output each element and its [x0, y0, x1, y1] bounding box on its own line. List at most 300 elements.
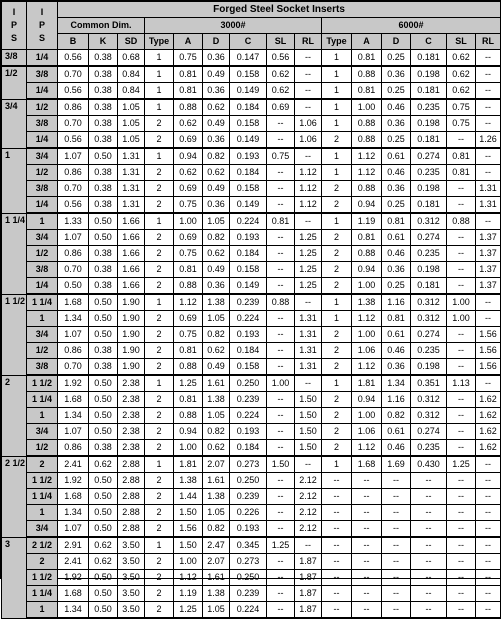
cell-k: 0.38 [89, 246, 118, 262]
cell-c: 0.235 [411, 440, 447, 457]
cell-sd: 1.31 [118, 165, 145, 181]
table-row [2, 278, 501, 295]
cell-rl: 1.37 [476, 230, 501, 246]
group-ips-label: 3 [2, 537, 27, 618]
cell-d: 0.61 [382, 424, 411, 440]
cell-d: 0.49 [203, 116, 230, 132]
cell-k: 0.50 [89, 424, 118, 440]
column-header-row [2, 34, 501, 50]
cell-k: 0.38 [89, 116, 118, 132]
cell-sl: -- [267, 602, 295, 619]
column-header-type-9: Type [322, 34, 352, 50]
cell-d: 0.82 [203, 521, 230, 538]
cell-c: 0.345 [230, 537, 267, 554]
cell-sl: -- [267, 246, 295, 262]
cell-sd: 2.38 [118, 392, 145, 408]
cell-rl: -- [295, 213, 322, 230]
group-ips-label: 3/4 [2, 99, 27, 148]
cell-c: 0.193 [230, 327, 267, 343]
cell-sl: 0.81 [447, 165, 476, 181]
cell-a: 1.25 [174, 602, 203, 619]
table-row [2, 521, 501, 538]
table-row [2, 586, 501, 602]
cell-c: 0.274 [411, 148, 447, 165]
cell-type: 2 [145, 230, 174, 246]
row-ips-label: 1 [27, 505, 58, 521]
cell-type: 2 [322, 132, 352, 149]
cell-d: 0.36 [203, 50, 230, 67]
cell-sl: -- [447, 602, 476, 619]
cell-type: 2 [145, 132, 174, 149]
cell-sl: -- [267, 473, 295, 489]
cell-rl: 1.06 [295, 132, 322, 149]
cell-c: 0.147 [230, 50, 267, 67]
cell-k: 0.50 [89, 586, 118, 602]
cell-sl: -- [447, 473, 476, 489]
cell-rl: 1.87 [295, 586, 322, 602]
table-row [2, 66, 501, 83]
cell-a: 1.12 [352, 148, 382, 165]
cell-k: 0.38 [89, 359, 118, 376]
cell-type: 2 [145, 424, 174, 440]
cell-d: 0.62 [203, 165, 230, 181]
row-ips-label: 1 [27, 408, 58, 424]
cell-type: 1 [145, 375, 174, 392]
cell-a: -- [352, 489, 382, 505]
cell-c: 0.312 [411, 311, 447, 327]
row-ips-label: 3/8 [27, 359, 58, 376]
cell-d: 1.05 [203, 602, 230, 619]
cell-type: 2 [145, 570, 174, 586]
row-ips-label: 3/8 [27, 262, 58, 278]
cell-type: 1 [322, 165, 352, 181]
cell-sd: 2.88 [118, 489, 145, 505]
table-row [2, 197, 501, 214]
row-ips-label: 2 [27, 554, 58, 570]
cell-d: 0.46 [382, 99, 411, 116]
cell-sd: 1.31 [118, 197, 145, 214]
cell-a: 0.69 [174, 181, 203, 197]
cell-type: 2 [145, 165, 174, 181]
cell-rl: 1.62 [476, 408, 501, 424]
cell-type: 1 [322, 213, 352, 230]
cell-type: 2 [322, 181, 352, 197]
cell-a: 1.06 [352, 343, 382, 359]
cell-b: 0.70 [58, 181, 89, 197]
cell-rl: -- [476, 165, 501, 181]
cell-sd: 2.88 [118, 505, 145, 521]
table-row [2, 116, 501, 132]
cell-sl: -- [447, 521, 476, 538]
cell-d: 1.61 [203, 570, 230, 586]
cell-rl: 1.56 [476, 359, 501, 376]
cell-a: 0.94 [174, 148, 203, 165]
cell-rl: -- [476, 554, 501, 570]
cell-sl: -- [447, 554, 476, 570]
cell-rl: 1.31 [295, 359, 322, 376]
cell-rl: -- [476, 456, 501, 473]
cell-a: 1.19 [174, 586, 203, 602]
cell-d: -- [382, 586, 411, 602]
cell-c: 0.158 [230, 359, 267, 376]
cell-sd: 1.66 [118, 278, 145, 295]
cell-rl: 1.50 [295, 440, 322, 457]
cell-sl: -- [267, 408, 295, 424]
cell-sl: 0.62 [447, 50, 476, 67]
group-ips-label: 1 [2, 148, 27, 213]
cell-a: 0.75 [174, 197, 203, 214]
row-ips-label: 1/2 [27, 440, 58, 457]
cell-c: 0.149 [230, 132, 267, 149]
cell-c: 0.224 [230, 213, 267, 230]
cell-a: 0.75 [174, 246, 203, 262]
cell-c: 0.158 [230, 116, 267, 132]
cell-c: 0.181 [411, 132, 447, 149]
cell-sd: 3.50 [118, 602, 145, 619]
cell-k: 0.38 [89, 132, 118, 149]
cell-type: 2 [145, 311, 174, 327]
cell-sl: -- [267, 116, 295, 132]
cell-sl: -- [447, 489, 476, 505]
row-ips-label: 1 1/2 [27, 375, 58, 392]
table-row [2, 343, 501, 359]
cell-b: 1.07 [58, 148, 89, 165]
cell-b: 2.41 [58, 456, 89, 473]
cell-sl: 0.81 [447, 148, 476, 165]
cell-c: 0.224 [230, 408, 267, 424]
cell-a: -- [352, 602, 382, 619]
cell-type: 2 [145, 327, 174, 343]
table-row [2, 489, 501, 505]
cell-c: 0.181 [411, 83, 447, 100]
cell-sl: 1.50 [267, 456, 295, 473]
cell-d: -- [382, 521, 411, 538]
cell-type: 2 [145, 116, 174, 132]
cell-k: 0.38 [89, 83, 118, 100]
cell-d: 1.38 [203, 489, 230, 505]
cell-sl: 1.00 [267, 375, 295, 392]
cell-sd: 1.90 [118, 311, 145, 327]
cell-b: 0.86 [58, 440, 89, 457]
cell-d: 0.36 [382, 66, 411, 83]
cell-c: 0.193 [230, 424, 267, 440]
cell-k: 0.38 [89, 165, 118, 181]
cell-a: 1.12 [174, 294, 203, 311]
cell-b: 0.70 [58, 116, 89, 132]
column-header-type-3: Type [145, 34, 174, 50]
cell-c: 0.181 [411, 278, 447, 295]
cell-d: 2.47 [203, 537, 230, 554]
cell-type: 1 [145, 50, 174, 67]
cell-sd: 1.90 [118, 359, 145, 376]
cell-c: 0.274 [411, 424, 447, 440]
cell-d: -- [382, 505, 411, 521]
cell-d: 0.82 [203, 327, 230, 343]
cell-rl: -- [476, 83, 501, 100]
cell-c: 0.158 [230, 66, 267, 83]
cell-k: 0.38 [89, 440, 118, 457]
cell-c: 0.224 [230, 602, 267, 619]
cell-type: 2 [322, 278, 352, 295]
cell-d: 1.05 [203, 311, 230, 327]
socket-insert-table [1, 1, 501, 619]
cell-rl: 1.50 [295, 408, 322, 424]
row-ips-label: 1/4 [27, 197, 58, 214]
cell-rl: -- [476, 473, 501, 489]
left-ips-header [2, 2, 27, 50]
cell-sl: -- [267, 197, 295, 214]
cell-c: 0.239 [230, 392, 267, 408]
cell-c: 0.184 [230, 343, 267, 359]
cell-d: 0.81 [382, 311, 411, 327]
cell-d: 0.25 [382, 83, 411, 100]
cell-type: -- [322, 537, 352, 554]
row-ips-label: 1 1/4 [27, 489, 58, 505]
cell-sl: -- [447, 246, 476, 262]
cell-c: -- [411, 602, 447, 619]
left-ips-header-line-3: S [10, 33, 17, 43]
row-ips-label: 1/4 [27, 83, 58, 100]
cell-rl: 1.31 [295, 327, 322, 343]
column-header-sd-2: SD [118, 34, 145, 50]
cell-sd: 0.84 [118, 83, 145, 100]
cell-type: 2 [322, 440, 352, 457]
cell-a: 1.00 [174, 554, 203, 570]
cell-sl: -- [447, 392, 476, 408]
column-header-d-5: D [203, 34, 230, 50]
cell-sl: -- [447, 359, 476, 376]
cell-b: 1.07 [58, 424, 89, 440]
cell-a: 0.81 [174, 66, 203, 83]
cell-c: 0.198 [411, 359, 447, 376]
cell-sl: 1.00 [447, 294, 476, 311]
cell-k: 0.38 [89, 343, 118, 359]
cell-type: 1 [145, 456, 174, 473]
cell-a: 0.88 [352, 116, 382, 132]
column-header-d-11: D [382, 34, 411, 50]
cell-sl: 0.75 [447, 99, 476, 116]
cell-a: 0.88 [352, 246, 382, 262]
cell-b: 1.34 [58, 408, 89, 424]
table-row [2, 294, 501, 311]
cell-sd: 2.38 [118, 408, 145, 424]
cell-type: 2 [322, 408, 352, 424]
cell-rl: -- [476, 489, 501, 505]
cell-c: 0.235 [411, 99, 447, 116]
cell-sd: 1.66 [118, 246, 145, 262]
cell-a: 1.19 [352, 213, 382, 230]
cell-type: 2 [145, 473, 174, 489]
cell-rl: -- [476, 66, 501, 83]
cell-a: 0.75 [174, 327, 203, 343]
cell-a: 1.12 [352, 359, 382, 376]
cell-rl: 1.31 [295, 311, 322, 327]
cell-rl: -- [476, 505, 501, 521]
cell-sl: -- [267, 505, 295, 521]
cell-c: -- [411, 570, 447, 586]
cell-sl: -- [447, 230, 476, 246]
cell-type: 2 [322, 359, 352, 376]
cell-c: -- [411, 505, 447, 521]
cell-rl: -- [476, 99, 501, 116]
cell-rl: 1.26 [476, 132, 501, 149]
cell-type: 2 [322, 343, 352, 359]
cell-c: 0.184 [230, 440, 267, 457]
cell-sl: 0.56 [267, 50, 295, 67]
cell-a: 0.88 [352, 181, 382, 197]
cell-c: 0.226 [230, 505, 267, 521]
cell-c: 0.239 [230, 294, 267, 311]
cell-c: 0.239 [230, 489, 267, 505]
cell-sl: -- [447, 327, 476, 343]
right-ips-header-line-1: I [40, 7, 44, 17]
cell-sl: 1.25 [267, 537, 295, 554]
cell-d: -- [382, 554, 411, 570]
cell-k: 0.38 [89, 50, 118, 67]
table-row [2, 602, 501, 619]
cell-a: 1.81 [174, 456, 203, 473]
cell-c: 0.273 [230, 554, 267, 570]
cell-k: 0.38 [89, 66, 118, 83]
cell-sd: 1.05 [118, 132, 145, 149]
cell-c: 0.184 [230, 99, 267, 116]
cell-a: 0.75 [174, 50, 203, 67]
cell-b: 0.56 [58, 132, 89, 149]
cell-c: 0.193 [230, 148, 267, 165]
cell-c: 0.274 [411, 230, 447, 246]
cell-d: 0.62 [203, 246, 230, 262]
cell-k: 0.38 [89, 99, 118, 116]
cell-type: 1 [322, 148, 352, 165]
cell-a: -- [352, 537, 382, 554]
cell-c: 0.181 [411, 197, 447, 214]
cell-d: 1.05 [203, 213, 230, 230]
cell-rl: 2.12 [295, 473, 322, 489]
cell-a: -- [352, 586, 382, 602]
cell-rl: 2.12 [295, 505, 322, 521]
cell-rl: -- [295, 66, 322, 83]
column-header-c-6: C [230, 34, 267, 50]
cell-a: -- [352, 554, 382, 570]
cell-sl: -- [267, 165, 295, 181]
cell-b: 1.68 [58, 586, 89, 602]
cell-c: -- [411, 473, 447, 489]
cell-type: 2 [145, 521, 174, 538]
cell-sd: 3.50 [118, 570, 145, 586]
cell-c: 0.158 [230, 181, 267, 197]
cell-k: 0.50 [89, 489, 118, 505]
cell-rl: 1.56 [476, 343, 501, 359]
cell-a: 0.88 [174, 408, 203, 424]
cell-a: 0.69 [174, 132, 203, 149]
right-ips-header-line-2: P [38, 20, 45, 30]
cell-type: 2 [322, 327, 352, 343]
table-row [2, 99, 501, 116]
row-ips-label: 1/2 [27, 165, 58, 181]
cell-d: 0.36 [203, 278, 230, 295]
cell-sd: 1.90 [118, 294, 145, 311]
row-ips-label: 1/2 [27, 246, 58, 262]
cell-sl: -- [267, 489, 295, 505]
cell-c: 0.250 [230, 570, 267, 586]
cell-type: 2 [145, 359, 174, 376]
cell-rl: -- [295, 50, 322, 67]
cell-a: 1.25 [174, 375, 203, 392]
table-row [2, 165, 501, 181]
cell-sl: 0.62 [447, 66, 476, 83]
cell-rl: 1.25 [295, 246, 322, 262]
cell-a: 0.81 [174, 392, 203, 408]
table-row [2, 505, 501, 521]
cell-d: -- [382, 602, 411, 619]
cell-a: 0.88 [174, 359, 203, 376]
cell-a: 0.94 [352, 197, 382, 214]
cell-d: 0.82 [203, 424, 230, 440]
cell-rl: -- [476, 116, 501, 132]
cell-sl: -- [267, 586, 295, 602]
group-ips-label: 2 1/2 [2, 456, 27, 537]
cell-c: 0.235 [411, 165, 447, 181]
group-ips-label: 1 1/2 [2, 294, 27, 375]
right-ips-header [27, 2, 58, 50]
table-row [2, 375, 501, 392]
cell-b: 0.70 [58, 262, 89, 278]
cell-sd: 1.90 [118, 343, 145, 359]
cell-type: 1 [145, 99, 174, 116]
cell-d: 1.34 [382, 375, 411, 392]
cell-type: 2 [145, 602, 174, 619]
cell-type: 2 [145, 392, 174, 408]
cell-type: 1 [145, 66, 174, 83]
cell-c: 0.149 [230, 197, 267, 214]
row-ips-label: 1/4 [27, 50, 58, 67]
cell-a: 1.00 [174, 213, 203, 230]
cell-d: 0.62 [203, 99, 230, 116]
cell-rl: -- [476, 570, 501, 586]
cell-d: 0.49 [203, 359, 230, 376]
table-row [2, 473, 501, 489]
row-ips-label: 1 [27, 213, 58, 230]
cell-c: 0.250 [230, 375, 267, 392]
cell-d: 1.61 [203, 375, 230, 392]
cell-type: 2 [145, 505, 174, 521]
cell-c: 0.235 [411, 343, 447, 359]
cell-c: 0.193 [230, 230, 267, 246]
cell-rl: 1.31 [476, 197, 501, 214]
cell-type: 2 [322, 392, 352, 408]
cell-sl: -- [447, 408, 476, 424]
cell-sl: 1.13 [447, 375, 476, 392]
cell-d: 0.36 [382, 359, 411, 376]
table-title: Forged Steel Socket Inserts [58, 2, 501, 18]
cell-sl: -- [447, 505, 476, 521]
cell-rl: -- [295, 148, 322, 165]
cell-type: 2 [145, 489, 174, 505]
cell-c: 0.149 [230, 278, 267, 295]
cell-type: 2 [322, 246, 352, 262]
row-ips-label: 1 1/2 [27, 570, 58, 586]
cell-rl: -- [295, 83, 322, 100]
cell-sl: -- [267, 554, 295, 570]
left-ips-header-line-1: I [12, 7, 16, 17]
column-header-b-0: B [58, 34, 89, 50]
cell-type: -- [322, 505, 352, 521]
cell-c: 0.198 [411, 181, 447, 197]
cell-sl: -- [267, 132, 295, 149]
cell-d: 0.46 [382, 246, 411, 262]
cell-rl: 1.12 [295, 165, 322, 181]
cell-type: -- [322, 521, 352, 538]
